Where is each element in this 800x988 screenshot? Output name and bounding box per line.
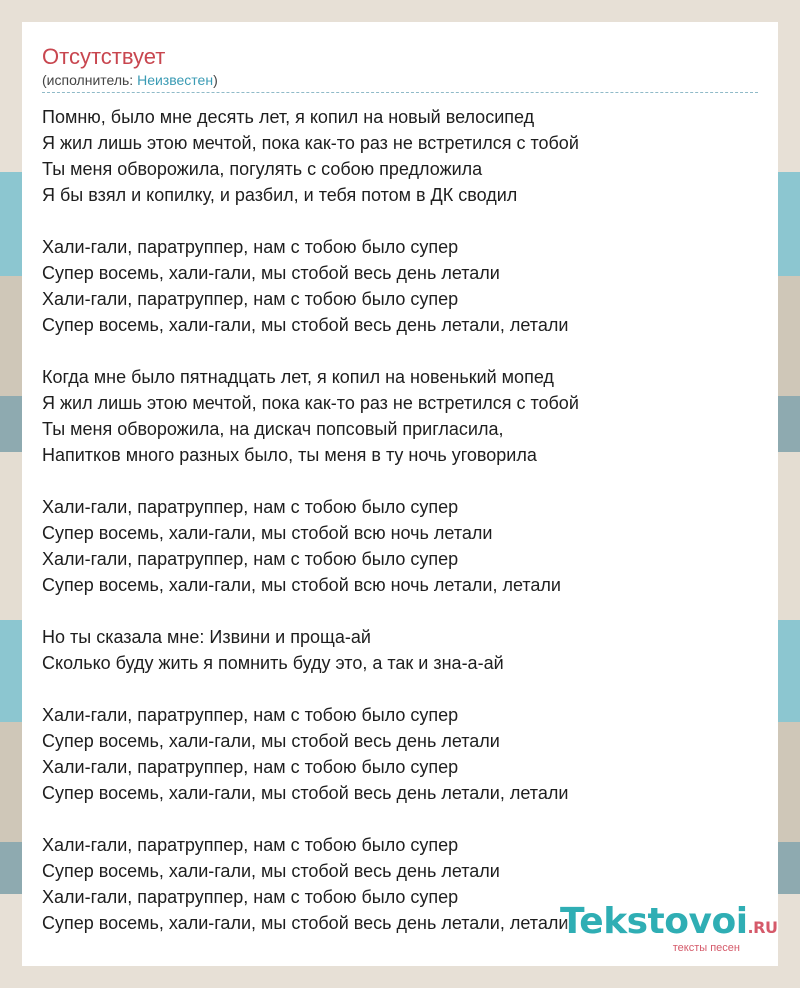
lyrics-stanza [42,702,766,806]
lyrics-line: Супер восемь, хали-гали, мы стобой весь день летали [42,731,500,751]
lyrics-line: Сколько буду жить я помнить буду это, а так и зна-а-ай [42,653,504,673]
lyrics-text [42,104,766,962]
artist-prefix: (исполнитель: [42,72,138,88]
title-divider [42,92,758,93]
lyrics-line: Супер восемь, хали-гали, мы стобой всю ночь летали [42,523,493,543]
lyrics-line: Хали-гали, паратруппер, нам с тобою было супер [42,835,459,855]
logo-tld: .RU [747,918,778,937]
lyrics-stanza [42,234,766,338]
lyrics-line: Я жил лишь этою мечтой, пока как-то раз не встретился с тобой [42,393,579,413]
lyrics-line: Хали-гали, паратруппер, нам с тобою было супер [42,497,459,517]
artist-line [42,72,218,88]
lyrics-line: Я жил лишь этою мечтой, пока как-то раз не встретился с тобой [42,133,579,153]
lyrics-line: Хали-гали, паратруппер, нам с тобою было супер [42,757,459,777]
site-logo[interactable] [560,901,778,954]
lyrics-card [22,22,778,966]
lyrics-line: Я бы взял и копилку, и разбил, и тебя потом в ДК сводил [42,185,518,205]
song-title: Отсутствует [42,44,166,69]
lyrics-line: Помню, было мне десять лет, я копил на новый велосипед [42,107,535,127]
lyrics-stanza [42,624,766,676]
lyrics-stanza [42,364,766,468]
lyrics-line: Супер восемь, хали-гали, мы стобой весь день летали [42,861,500,881]
lyrics-line: Ты меня обворожила, погулять с собою предложила [42,159,483,179]
lyrics-line: Хали-гали, паратруппер, нам с тобою было супер [42,549,459,569]
lyrics-line: Напитков много разных было, ты меня в ту ночь уговорила [42,445,537,465]
lyrics-line: Когда мне было пятнадцать лет, я копил на новенький мопед [42,367,554,387]
lyrics-line: Супер восемь, хали-гали, мы стобой весь день летали, летали [42,315,569,335]
lyrics-line: Хали-гали, паратруппер, нам с тобою было супер [42,289,459,309]
lyrics-line: Супер восемь, хали-гали, мы стобой всю ночь летали, летали [42,575,561,595]
lyrics-line: Ты меня обворожила, на дискач попсовый пригласила, [42,419,504,439]
logo-name: Tekstovoi [560,901,748,942]
lyrics-stanza [42,494,766,598]
artist-link[interactable]: Неизвестен [137,72,214,88]
lyrics-line: Хали-гали, паратруппер, нам с тобою было супер [42,705,459,725]
lyrics-line: Хали-гали, паратруппер, нам с тобою было супер [42,237,459,257]
lyrics-line: Супер восемь, хали-гали, мы стобой весь день летали, летали [42,913,569,933]
lyrics-line: Супер восемь, хали-гали, мы стобой весь день летали, летали [42,783,569,803]
artist-suffix: ) [213,72,218,88]
lyrics-stanza [42,104,766,208]
lyrics-line: Супер восемь, хали-гали, мы стобой весь день летали [42,263,500,283]
lyrics-line: Но ты сказала мне: Извини и проща-ай [42,627,371,647]
logo-tagline: тексты песен [672,942,740,954]
lyrics-line: Хали-гали, паратруппер, нам с тобою было супер [42,887,459,907]
